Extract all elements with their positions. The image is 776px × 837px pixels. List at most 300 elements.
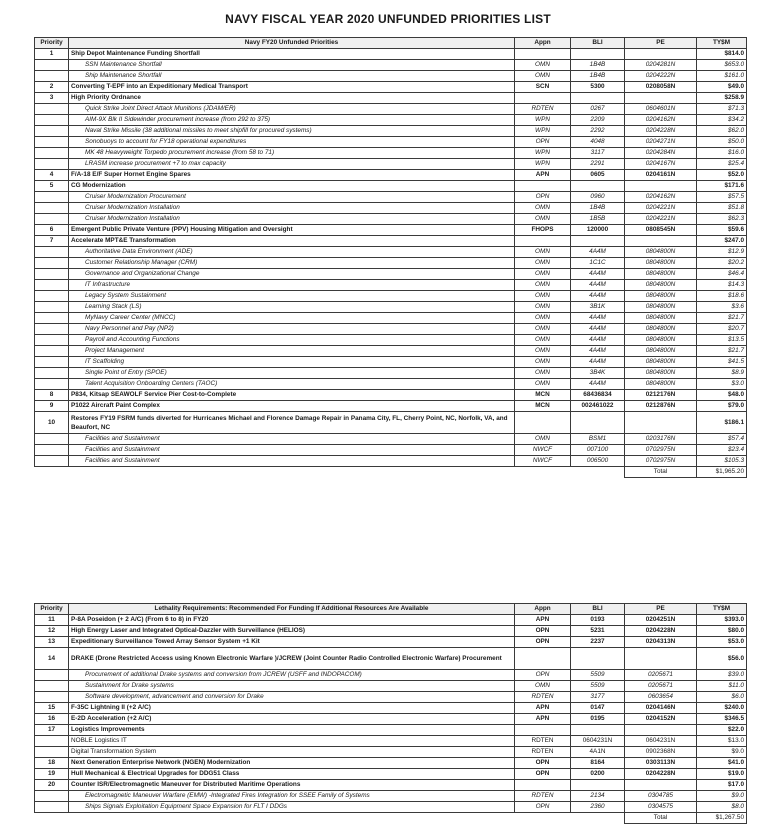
bli-cell: 1C1C [571, 258, 625, 269]
bli-cell: 4A4M [571, 313, 625, 324]
pe-cell: 0304575 [625, 802, 697, 813]
total-label: Total [625, 813, 697, 824]
pe-cell [625, 49, 697, 60]
priority-cell: 1 [35, 49, 69, 60]
priority-cell: 14 [35, 648, 69, 670]
empty-cell [571, 813, 625, 824]
pe-cell: 0212876N [625, 401, 697, 412]
empty-cell [515, 813, 571, 824]
table-row [35, 681, 747, 692]
priority-cell: 18 [35, 758, 69, 769]
appn-cell: OPN [515, 670, 571, 681]
bli-cell: BSM1 [571, 434, 625, 445]
table-row [35, 104, 747, 115]
priority-cell [35, 214, 69, 225]
priority-cell [35, 159, 69, 170]
amount-cell: $186.1 [697, 412, 747, 434]
description-cell: Facilities and Sustainment [69, 434, 515, 445]
pe-cell: 0204228N [625, 126, 697, 137]
table-header-row [35, 38, 747, 49]
bli-cell: 2209 [571, 115, 625, 126]
table-row [35, 258, 747, 269]
priority-cell [35, 269, 69, 280]
description-cell: Payroll and Accounting Functions [69, 335, 515, 346]
header-bli: BLI [571, 38, 625, 49]
amount-cell: $21.7 [697, 346, 747, 357]
amount-cell: $171.6 [697, 181, 747, 192]
empty-cell [35, 813, 69, 824]
header-appn: Appn [515, 38, 571, 49]
description-cell: E-2D Acceleration (+2 A/C) [69, 714, 515, 725]
table-row [35, 615, 747, 626]
bli-cell: 4A1N [571, 747, 625, 758]
appn-cell: WPN [515, 148, 571, 159]
amount-cell: $161.0 [697, 71, 747, 82]
priority-cell [35, 692, 69, 703]
appn-cell: APN [515, 615, 571, 626]
amount-cell: $71.3 [697, 104, 747, 115]
description-cell: Ships Signals Exploitation Equipment Space Expansion for FLT I DDGs [69, 802, 515, 813]
priority-cell [35, 148, 69, 159]
table-row [35, 192, 747, 203]
table-row [35, 302, 747, 313]
table-row [35, 313, 747, 324]
bli-cell: 0960 [571, 192, 625, 203]
header-description: Lethality Requirements: Recommended For Funding If Additional Resources Are Available [69, 604, 515, 615]
pe-cell: 0205671 [625, 681, 697, 692]
table-row [35, 170, 747, 181]
description-cell: LRASM increase procurement +7 to max capacity [69, 159, 515, 170]
description-cell: Single Point of Entry (SPOE) [69, 368, 515, 379]
priority-cell [35, 434, 69, 445]
amount-cell: $22.0 [697, 725, 747, 736]
empty-cell [515, 467, 571, 478]
appn-cell: OMN [515, 291, 571, 302]
table-row [35, 291, 747, 302]
description-cell: Counter ISR/Electromagnetic Maneuver for Distributed Maritime Operations [69, 780, 515, 791]
description-cell: P1022 Aircraft Paint Complex [69, 401, 515, 412]
amount-cell: $34.2 [697, 115, 747, 126]
header-pe: PE [625, 604, 697, 615]
priority-cell: 8 [35, 390, 69, 401]
pe-cell: 0204152N [625, 714, 697, 725]
description-cell: Project Management [69, 346, 515, 357]
appn-cell: OPN [515, 769, 571, 780]
pe-cell: 0204167N [625, 159, 697, 170]
header-priority: Priority [35, 604, 69, 615]
appn-cell [515, 236, 571, 247]
appn-cell: OMN [515, 357, 571, 368]
bli-cell [571, 49, 625, 60]
appn-cell: OMN [515, 60, 571, 71]
priority-cell [35, 258, 69, 269]
priority-cell [35, 71, 69, 82]
bli-cell: 3B4K [571, 368, 625, 379]
bli-cell [571, 236, 625, 247]
priority-cell [35, 126, 69, 137]
description-cell: Cruiser Modernization Installation [69, 203, 515, 214]
amount-cell: $20.7 [697, 324, 747, 335]
amount-cell: $57.4 [697, 434, 747, 445]
table-body [35, 615, 747, 824]
table-row [35, 236, 747, 247]
table-row [35, 445, 747, 456]
amount-cell: $25.4 [697, 159, 747, 170]
description-cell: MK 48 Heavyweight Torpedo procurement increase (from 58 to 71) [69, 148, 515, 159]
table-body [35, 49, 747, 478]
bli-cell: 5509 [571, 670, 625, 681]
appn-cell: OMN [515, 434, 571, 445]
amount-cell: $8.0 [697, 802, 747, 813]
priority-cell: 12 [35, 626, 69, 637]
bli-cell: 5509 [571, 681, 625, 692]
appn-cell: NWCF [515, 445, 571, 456]
table-row [35, 269, 747, 280]
table-row [35, 637, 747, 648]
empty-cell [571, 467, 625, 478]
description-cell: Facilities and Sustainment [69, 456, 515, 467]
appn-cell: WPN [515, 159, 571, 170]
table-row [35, 456, 747, 467]
bli-cell: 3B1K [571, 302, 625, 313]
bli-cell [571, 412, 625, 434]
amount-cell: $3.0 [697, 379, 747, 390]
description-cell: IT Infrastructure [69, 280, 515, 291]
appn-cell: OPN [515, 137, 571, 148]
amount-cell: $105.3 [697, 456, 747, 467]
priority-cell [35, 104, 69, 115]
pe-cell [625, 412, 697, 434]
amount-cell: $57.5 [697, 192, 747, 203]
table-row [35, 93, 747, 104]
priority-cell: 4 [35, 170, 69, 181]
unfunded-priorities-table [34, 37, 747, 478]
appn-cell [515, 49, 571, 60]
appn-cell [515, 93, 571, 104]
appn-cell: APN [515, 714, 571, 725]
table-row [35, 434, 747, 445]
appn-cell: OMN [515, 346, 571, 357]
pe-cell: 0804800N [625, 324, 697, 335]
table-row [35, 769, 747, 780]
pe-cell: 0804800N [625, 357, 697, 368]
table-row [35, 159, 747, 170]
amount-cell: $16.0 [697, 148, 747, 159]
bli-cell [571, 181, 625, 192]
appn-cell: FHOPS [515, 225, 571, 236]
header-description: Navy FY20 Unfunded Priorities [69, 38, 515, 49]
table-row [35, 390, 747, 401]
total-value: $1,267.50 [697, 813, 747, 824]
description-cell: Ship Depot Maintenance Funding Shortfall [69, 49, 515, 60]
table-header-row [35, 604, 747, 615]
pe-cell [625, 93, 697, 104]
pe-cell: 0204221N [625, 203, 697, 214]
description-cell: High Priority Ordnance [69, 93, 515, 104]
amount-cell: $653.0 [697, 60, 747, 71]
priority-cell: 6 [35, 225, 69, 236]
description-cell: DRAKE (Drone Restricted Access using Known Electronic Warfare )/JCREW (Joint Counter Radio Controlled Electronic Warfare) Procurement [69, 648, 515, 670]
description-cell: Hull Mechanical & Electrical Upgrades for DDG51 Class [69, 769, 515, 780]
description-cell: Restores FY19 FSRM funds diverted for Hurricanes Michael and Florence Damage Repair in Panama City, FL, Cherry Point, NC, Norfolk, VA, and Beaufort, NC [69, 412, 515, 434]
description-cell: Legacy System Sustainment [69, 291, 515, 302]
pe-cell: 0304785 [625, 791, 697, 802]
description-cell: Procurement of additional Drake systems and conversion from JCREW (USFF and INDOPACOM) [69, 670, 515, 681]
bli-cell: 0605 [571, 170, 625, 181]
priority-cell [35, 313, 69, 324]
pe-cell: 0204162N [625, 115, 697, 126]
amount-cell: $41.0 [697, 758, 747, 769]
priority-cell [35, 456, 69, 467]
table-row [35, 747, 747, 758]
pe-cell: 0212176N [625, 390, 697, 401]
table-row [35, 703, 747, 714]
priority-cell [35, 115, 69, 126]
amount-cell: $62.3 [697, 214, 747, 225]
pe-cell: 0208058N [625, 82, 697, 93]
table-row [35, 346, 747, 357]
table-row [35, 148, 747, 159]
table-row [35, 126, 747, 137]
table-row [35, 247, 747, 258]
description-cell: AIM-9X Blk II Sidewinder procurement increase (from 292 to 375) [69, 115, 515, 126]
table-row [35, 802, 747, 813]
empty-cell [69, 813, 515, 824]
appn-cell: OMN [515, 214, 571, 225]
table-row [35, 115, 747, 126]
pe-cell: 0204161N [625, 170, 697, 181]
priority-cell [35, 802, 69, 813]
appn-cell: OMN [515, 269, 571, 280]
bli-cell: 3177 [571, 692, 625, 703]
table-row [35, 692, 747, 703]
pe-cell: 0604601N [625, 104, 697, 115]
appn-cell: OPN [515, 802, 571, 813]
amount-cell: $9.0 [697, 791, 747, 802]
appn-cell [515, 412, 571, 434]
bli-cell: 4A4M [571, 247, 625, 258]
pe-cell: 0204313N [625, 637, 697, 648]
priority-cell [35, 137, 69, 148]
bli-cell: 8164 [571, 758, 625, 769]
appn-cell: RDTEN [515, 736, 571, 747]
amount-cell: $56.0 [697, 648, 747, 670]
appn-cell: OMN [515, 302, 571, 313]
priority-cell [35, 346, 69, 357]
table-row [35, 82, 747, 93]
pe-cell: 0204222N [625, 71, 697, 82]
appn-cell: WPN [515, 126, 571, 137]
appn-cell: OPN [515, 637, 571, 648]
bli-cell: 4A4M [571, 291, 625, 302]
appn-cell: OPN [515, 626, 571, 637]
pe-cell: 0204162N [625, 192, 697, 203]
total-label: Total [625, 467, 697, 478]
priority-cell: 9 [35, 401, 69, 412]
pe-cell: 0303113N [625, 758, 697, 769]
pe-cell: 0702975N [625, 456, 697, 467]
description-cell: High Energy Laser and Integrated Optical-Dazzler with Surveillance (HELIOS) [69, 626, 515, 637]
bli-cell: 007100 [571, 445, 625, 456]
header-amount: TY$M [697, 38, 747, 49]
pe-cell: 0204228N [625, 769, 697, 780]
pe-cell [625, 236, 697, 247]
pe-cell: 0804800N [625, 291, 697, 302]
table-row [35, 71, 747, 82]
bli-cell: 1B4B [571, 71, 625, 82]
priority-cell [35, 335, 69, 346]
table-row [35, 137, 747, 148]
pe-cell [625, 648, 697, 670]
amount-cell: $9.0 [697, 747, 747, 758]
table-row [35, 49, 747, 60]
appn-cell [515, 780, 571, 791]
pe-cell: 0604231N [625, 736, 697, 747]
appn-cell: OPN [515, 758, 571, 769]
description-cell: Cruiser Modernization Procurement [69, 192, 515, 203]
description-cell: Learning Stack (LS) [69, 302, 515, 313]
empty-cell [69, 467, 515, 478]
appn-cell: APN [515, 170, 571, 181]
priority-cell: 7 [35, 236, 69, 247]
appn-cell: RDTEN [515, 791, 571, 802]
header-amount: TY$M [697, 604, 747, 615]
bli-cell: 4A4M [571, 357, 625, 368]
description-cell: MyNavy Career Center (MNCC) [69, 313, 515, 324]
bli-cell: 4A4M [571, 324, 625, 335]
total-row [35, 813, 747, 824]
table-row [35, 214, 747, 225]
table-row [35, 401, 747, 412]
description-cell: F/A-18 E/F Super Hornet Engine Spares [69, 170, 515, 181]
table-row [35, 736, 747, 747]
amount-cell: $393.0 [697, 615, 747, 626]
bli-cell [571, 648, 625, 670]
description-cell: Facilities and Sustainment [69, 445, 515, 456]
bli-cell: 4048 [571, 137, 625, 148]
priority-cell: 2 [35, 82, 69, 93]
priority-cell: 11 [35, 615, 69, 626]
amount-cell: $62.0 [697, 126, 747, 137]
description-cell: CG Modernization [69, 181, 515, 192]
amount-cell: $19.0 [697, 769, 747, 780]
description-cell: Sustainment for Drake systems [69, 681, 515, 692]
appn-cell: SCN [515, 82, 571, 93]
priority-cell [35, 357, 69, 368]
pe-cell: 0702975N [625, 445, 697, 456]
amount-cell: $17.0 [697, 780, 747, 791]
appn-cell: OMN [515, 258, 571, 269]
appn-cell: OMN [515, 247, 571, 258]
table-row [35, 181, 747, 192]
pe-cell: 0203176N [625, 434, 697, 445]
pe-cell: 0808545N [625, 225, 697, 236]
bli-cell: 5231 [571, 626, 625, 637]
bli-cell: 0604231N [571, 736, 625, 747]
amount-cell: $79.0 [697, 401, 747, 412]
pe-cell: 0204271N [625, 137, 697, 148]
bli-cell: 0193 [571, 615, 625, 626]
table-row [35, 324, 747, 335]
table-row [35, 357, 747, 368]
appn-cell: OMN [515, 71, 571, 82]
description-cell: Electromagnetic Maneuver Warfare (EMW) -Integrated Fires Integration for SSEE Family of Systems [69, 791, 515, 802]
lethality-requirements-table [34, 603, 747, 824]
priority-cell: 20 [35, 780, 69, 791]
empty-cell [35, 467, 69, 478]
appn-cell: OMN [515, 335, 571, 346]
table-row [35, 725, 747, 736]
table-row [35, 670, 747, 681]
appn-cell: OMN [515, 313, 571, 324]
description-cell: Governance and Organizational Change [69, 269, 515, 280]
appn-cell: OMN [515, 368, 571, 379]
table-row [35, 280, 747, 291]
appn-cell: OMN [515, 280, 571, 291]
description-cell: Emergent Public Private Venture (PPV) Housing Mitigation and Oversight [69, 225, 515, 236]
description-cell: SSN Maintenance Shortfall [69, 60, 515, 71]
appn-cell: OPN [515, 192, 571, 203]
bli-cell: 1B4B [571, 203, 625, 214]
bli-cell: 4A4M [571, 280, 625, 291]
priority-cell [35, 247, 69, 258]
amount-cell: $59.6 [697, 225, 747, 236]
appn-cell: WPN [515, 115, 571, 126]
description-cell: Converting T-EPF into an Expeditionary Medical Transport [69, 82, 515, 93]
amount-cell: $80.0 [697, 626, 747, 637]
bli-cell: 2291 [571, 159, 625, 170]
description-cell: Ship Maintenance Shortfall [69, 71, 515, 82]
bli-cell: 2237 [571, 637, 625, 648]
table-row [35, 225, 747, 236]
pe-cell: 0804800N [625, 368, 697, 379]
appn-cell: APN [515, 703, 571, 714]
appn-cell: OMN [515, 681, 571, 692]
priority-cell [35, 203, 69, 214]
description-cell: Sonobuoys to account for FY18 operational expenditures [69, 137, 515, 148]
amount-cell: $3.6 [697, 302, 747, 313]
priority-cell [35, 670, 69, 681]
bli-cell: 5300 [571, 82, 625, 93]
bli-cell: 1B5B [571, 214, 625, 225]
description-cell: F-35C Lightning II (+2 A/C) [69, 703, 515, 714]
pe-cell [625, 725, 697, 736]
description-cell: Quick Strike Joint Direct Attack Munitions (JDAM/ER) [69, 104, 515, 115]
priority-cell: 15 [35, 703, 69, 714]
bli-cell: 2360 [571, 802, 625, 813]
amount-cell: $52.0 [697, 170, 747, 181]
description-cell: Accelerate MPT&E Transformation [69, 236, 515, 247]
priority-cell [35, 736, 69, 747]
appn-cell: NWCF [515, 456, 571, 467]
bli-cell: 1B4B [571, 60, 625, 71]
pe-cell: 0603654 [625, 692, 697, 703]
amount-cell: $21.7 [697, 313, 747, 324]
bli-cell: 4A4M [571, 335, 625, 346]
appn-cell: RDTEN [515, 104, 571, 115]
table-row [35, 648, 747, 670]
appn-cell [515, 725, 571, 736]
table-row [35, 379, 747, 390]
priority-cell [35, 791, 69, 802]
pe-cell: 0204284N [625, 148, 697, 159]
pe-cell: 0804800N [625, 258, 697, 269]
appn-cell: MCN [515, 390, 571, 401]
table-row [35, 412, 747, 434]
pe-cell: 0205671 [625, 670, 697, 681]
amount-cell: $247.0 [697, 236, 747, 247]
pe-cell: 0804800N [625, 247, 697, 258]
